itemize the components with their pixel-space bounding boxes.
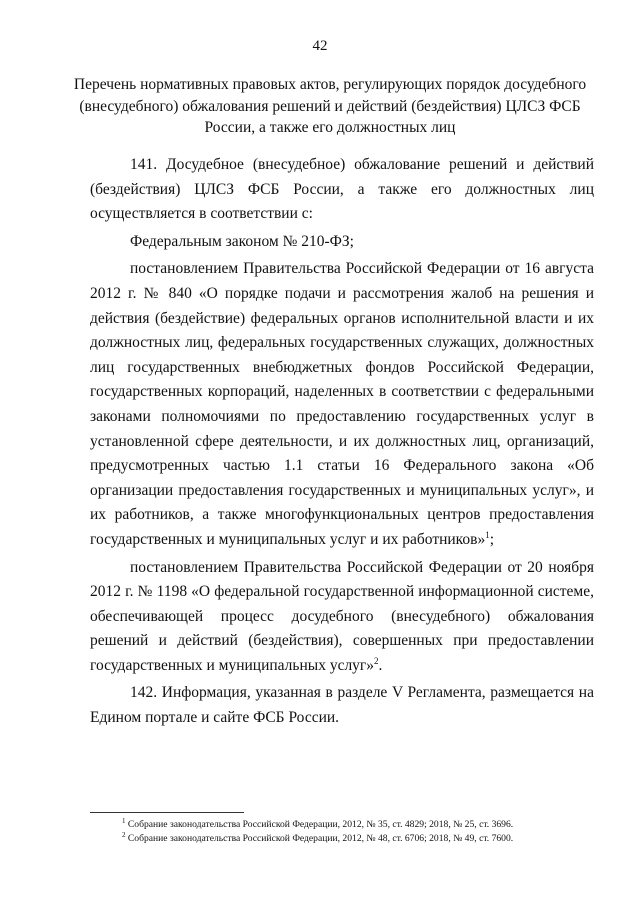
paragraph-142: 142. Информация, указанная в разделе V Регламента, размещается на Едином портале и сайте ФСБ России.	[90, 684, 594, 727]
footnotes	[122, 818, 602, 846]
footnote-item	[122, 818, 602, 832]
resolution-1198-text: постановлением Правительства Российской Федерации от 20 ноября 2012 г. № 1198 «О федеральной государственной информационной системе, обеспечивающей процесс досудебного (внесудебного) обжалования решений и действий (бездействия), совершенных при предоставлении государственных и муниципальных услуг»	[90, 558, 594, 674]
section-heading: Перечень нормативных правовых актов, регулирующих порядок досудебного (внесудебного) обжалования решений и действий (бездействия) ЦЛСЗ ФСБ России, а также его должностных лиц	[73, 76, 587, 136]
resolution-840-text: постановлением Правительства Российской Федерации от 16 августа 2012 г. № 840 «О порядке подачи и рассмотрения жалоб на решения и действия (бездействие) федеральных органов исполнительной власти и их должностных лиц, федеральных государственных служащих, должностных лиц государственных внебюджетных фондов Российской Федерации, государственных корпораций, наделенных в соответствии с федеральными законами полномочиями по предоставлению государственных услуг в установленной сфере деятельности, и их должностных лиц, организаций, предусмотренных частью 1.1 статьи 16 Федерального закона «Об организации предоставления государственных и муниципальных услуг», и их работников, а также многофункциональных центров предоставления государственных и муниципальных услуг и их работников»	[90, 260, 594, 548]
resolution-840-suffix: ;	[489, 530, 495, 548]
footnote-mark: 1	[122, 817, 126, 825]
footnote-separator	[90, 812, 244, 813]
paragraph-141: 141. Досудебное (внесудебное) обжалование решений и действий (бездействия) ЦЛСЗ ФСБ России, а также его должностных лиц осуществляется в соответствии с:	[90, 156, 594, 223]
paragraph-resolution-840	[90, 257, 594, 552]
footnote-item	[122, 832, 602, 846]
footnote-text: Собрание законодательства Российской Федерации, 2012, № 48, ст. 6706; 2018, № 49, ст. 7600.	[127, 833, 514, 844]
footnote-ref-1: 1	[485, 529, 490, 540]
page-number: 42	[312, 38, 328, 54]
footnote-text: Собрание законодательства Российской Федерации, 2012, № 35, ст. 4829; 2018, № 25, ст. 3696.	[127, 819, 514, 830]
document-body	[90, 153, 594, 731]
paragraph-resolution-1198	[90, 556, 594, 679]
paragraph-federal-law: Федеральным законом № 210-ФЗ;	[130, 232, 354, 250]
footnote-ref-2: 2	[374, 655, 379, 666]
resolution-1198-suffix: .	[378, 656, 383, 674]
footnote-mark: 2	[122, 831, 126, 839]
